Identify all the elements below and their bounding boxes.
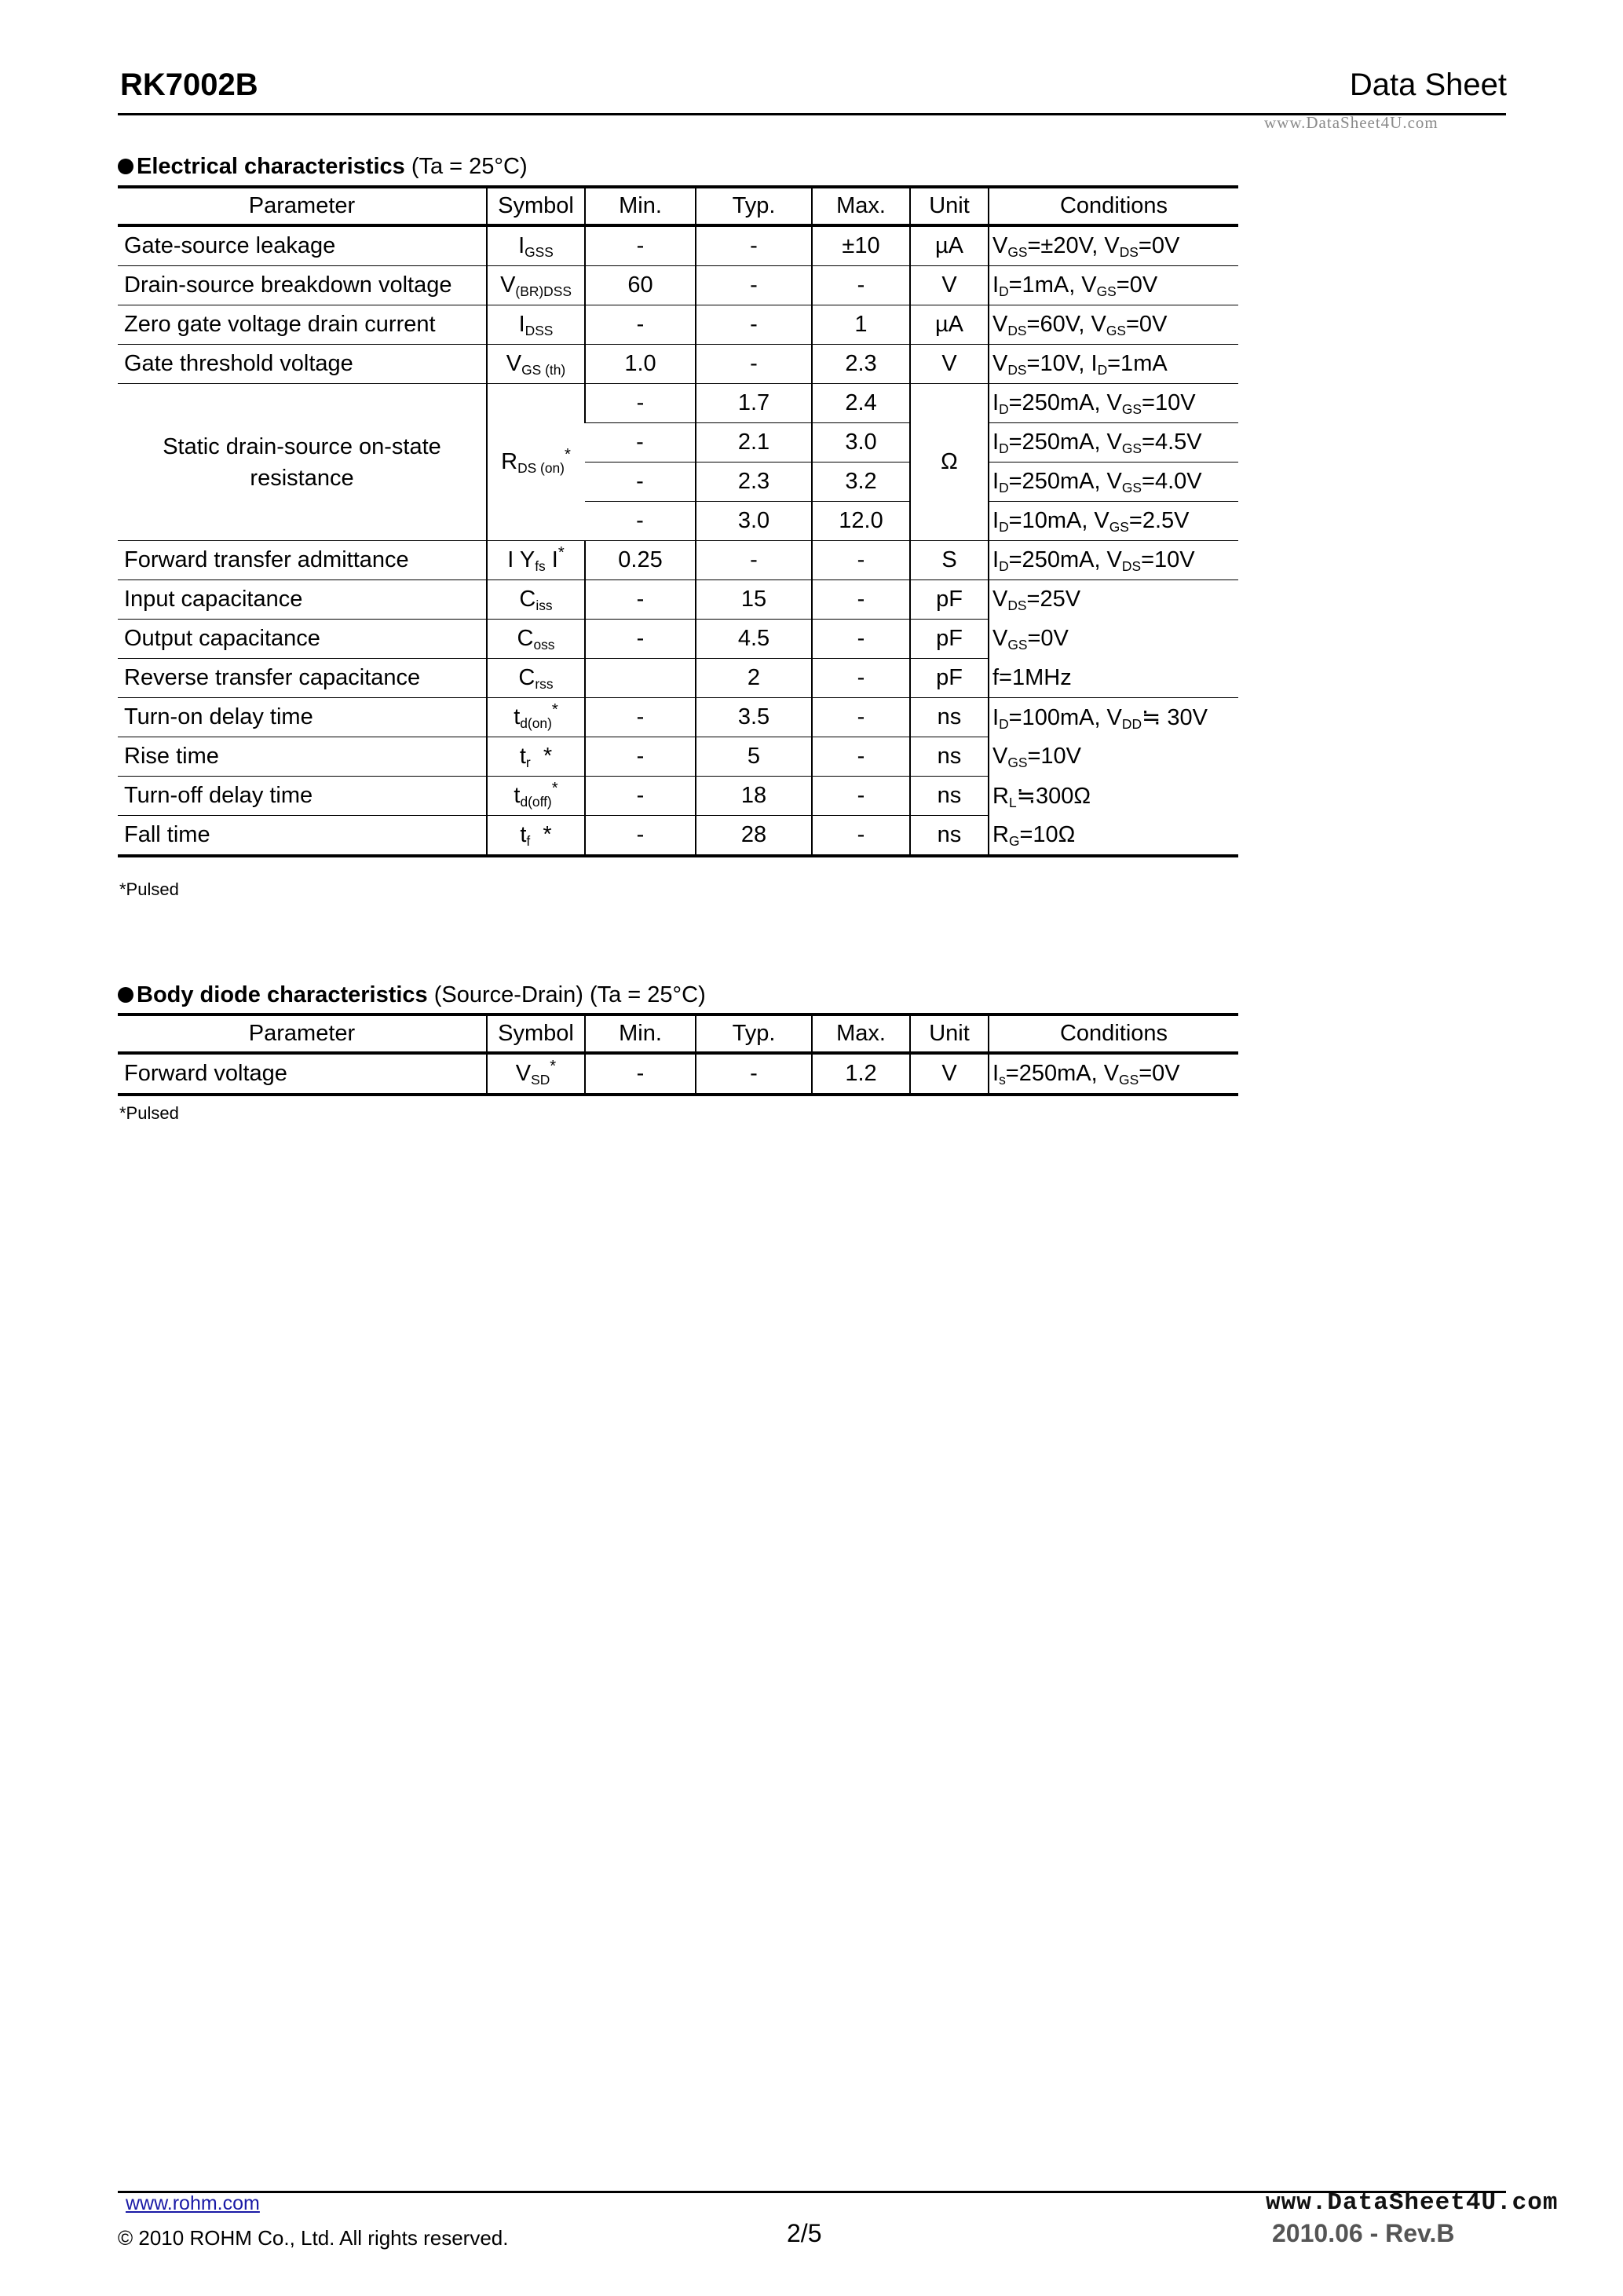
symbol-cell: $t_{d(on)}^*$ <box>487 698 585 737</box>
param-cell: Fall time <box>118 816 487 857</box>
symbol-cell: $V_{(BR)DSS}$ <box>487 266 585 305</box>
table-row <box>118 816 1238 857</box>
pulsed-note: *Pulsed <box>119 1103 179 1123</box>
bullet-icon <box>118 159 133 174</box>
typ-cell: - <box>696 225 812 266</box>
table-row <box>118 777 1238 816</box>
typ-cell: 18 <box>696 777 812 816</box>
unit-cell: µA <box>910 225 989 266</box>
table-row <box>118 305 1238 345</box>
part-number: RK7002B <box>120 68 258 102</box>
min-cell: - <box>585 1053 696 1095</box>
conditions-cell: $I_D=10mA$, $V_{GS}=2.5V$ <box>989 502 1238 541</box>
param-cell: Zero gate voltage drain current <box>118 305 487 345</box>
max-cell: - <box>812 580 910 620</box>
copyright: © 2010 ROHM Co., Ltd. All rights reserved. <box>118 2226 509 2250</box>
param-line: resistance <box>250 465 354 491</box>
typ-cell: 1.7 <box>696 384 812 423</box>
conditions-cell: $I_D=1mA$, $V_{GS}=0V$ <box>989 266 1238 305</box>
typ-cell: 2.3 <box>696 462 812 502</box>
typ-cell: 4.5 <box>696 620 812 659</box>
max-cell: - <box>812 698 910 737</box>
min-cell: 1.0 <box>585 345 696 384</box>
col-symbol: Symbol <box>487 1015 585 1053</box>
body-diode-title-bold: Body diode characteristics <box>137 982 428 1007</box>
col-min: Min. <box>585 1015 696 1053</box>
symbol-cell: $C_{oss}$ <box>487 620 585 659</box>
min-cell: - <box>585 777 696 816</box>
bullet-icon <box>118 987 133 1003</box>
max-cell: 2.3 <box>812 345 910 384</box>
typ-cell: 5 <box>696 737 812 777</box>
max-cell: 3.2 <box>812 462 910 502</box>
param-line: Static drain-source on-state <box>163 433 441 459</box>
doc-type-title: Data Sheet <box>1349 68 1507 102</box>
typ-cell: 2.1 <box>696 423 812 462</box>
table-header-row <box>118 187 1238 225</box>
col-parameter: Parameter <box>118 187 487 225</box>
conditions-cell: $V_{DS}=10V$, $I_D=1mA$ <box>989 345 1238 384</box>
body-diode-table <box>118 1013 1238 1096</box>
col-symbol: Symbol <box>487 187 585 225</box>
max-cell: - <box>812 266 910 305</box>
col-min: Min. <box>585 187 696 225</box>
unit-cell: V <box>910 266 989 305</box>
symbol-cell: $t_{d(off)}^*$ <box>487 777 585 816</box>
typ-cell: - <box>696 345 812 384</box>
table-row <box>118 345 1238 384</box>
conditions-cell: $I_D=250mA$, $V_{DS}=10V$ <box>989 541 1238 580</box>
symbol-cell: $I_{DSS}$ <box>487 305 585 345</box>
unit-cell: ns <box>910 816 989 857</box>
col-conditions: Conditions <box>989 1015 1238 1053</box>
conditions-cell: $V_{GS}=\pm 20V$, $V_{DS}=0V$ <box>989 225 1238 266</box>
typ-cell: - <box>696 305 812 345</box>
symbol-cell: $V_{GS (th)}$ <box>487 345 585 384</box>
min-cell: - <box>585 384 696 423</box>
typ-cell: 15 <box>696 580 812 620</box>
param-cell: Turn-on delay time <box>118 698 487 737</box>
max-cell: - <box>812 659 910 698</box>
symbol-cell: $t_f$ * <box>487 816 585 857</box>
typ-cell: 3.0 <box>696 502 812 541</box>
param-cell: Forward transfer admittance <box>118 541 487 580</box>
min-cell: 60 <box>585 266 696 305</box>
rohm-link[interactable]: www.rohm.com <box>126 2192 260 2214</box>
conditions-cell: $I_s=250mA$, $V_{GS}=0V$ <box>989 1053 1238 1095</box>
col-typ: Typ. <box>696 1015 812 1053</box>
max-cell: - <box>812 541 910 580</box>
typ-cell: - <box>696 541 812 580</box>
page-number: 2/5 <box>787 2219 822 2247</box>
conditions-cell: $V_{GS}=10V$ <box>989 737 1238 777</box>
param-cell: Output capacitance <box>118 620 487 659</box>
conditions-cell: $R_L≒300\Omega$ <box>989 777 1238 816</box>
conditions-cell: $I_D=100mA$, $V_{DD}≒$ 30V <box>989 698 1238 737</box>
max-cell: - <box>812 737 910 777</box>
param-cell <box>118 384 487 541</box>
typ-cell: - <box>696 1053 812 1095</box>
max-cell: - <box>812 620 910 659</box>
unit-cell: pF <box>910 620 989 659</box>
pulsed-note: *Pulsed <box>119 879 179 899</box>
param-cell: Forward voltage <box>118 1053 487 1095</box>
unit-cell: µA <box>910 305 989 345</box>
min-cell <box>585 659 696 698</box>
min-cell: 0.25 <box>585 541 696 580</box>
param-cell: Drain-source breakdown voltage <box>118 266 487 305</box>
min-cell: - <box>585 305 696 345</box>
typ-cell: 3.5 <box>696 698 812 737</box>
table-row <box>118 620 1238 659</box>
footer-watermark: www.DataSheet4U.com <box>1266 2189 1559 2217</box>
table-row <box>118 541 1238 580</box>
symbol-cell: $t_r$ * <box>487 737 585 777</box>
table-row <box>118 266 1238 305</box>
table-row <box>118 737 1238 777</box>
col-max: Max. <box>812 1015 910 1053</box>
unit-cell: pF <box>910 580 989 620</box>
table-row <box>118 659 1238 698</box>
table-row <box>118 225 1238 266</box>
table-row <box>118 1053 1238 1095</box>
col-conditions: Conditions <box>989 187 1238 225</box>
symbol-cell: $I_{GSS}$ <box>487 225 585 266</box>
header-watermark: www.DataSheet4U.com <box>1264 113 1438 132</box>
revision: 2010.06 - Rev.B <box>1272 2219 1455 2247</box>
conditions-cell: $V_{GS}=0V$ <box>989 620 1238 659</box>
col-unit: Unit <box>910 1015 989 1053</box>
table-row <box>118 698 1238 737</box>
electrical-section-title <box>118 154 528 180</box>
typ-cell: - <box>696 266 812 305</box>
conditions-cell: f=1MHz <box>989 659 1238 698</box>
min-cell: - <box>585 580 696 620</box>
max-cell: 12.0 <box>812 502 910 541</box>
min-cell: - <box>585 620 696 659</box>
col-max: Max. <box>812 187 910 225</box>
max-cell: - <box>812 816 910 857</box>
min-cell: - <box>585 502 696 541</box>
electrical-characteristics-table <box>118 185 1238 857</box>
max-cell: - <box>812 777 910 816</box>
unit-cell: S <box>910 541 989 580</box>
conditions-cell: $V_{DS}=25V$ <box>989 580 1238 620</box>
max-cell: 1 <box>812 305 910 345</box>
typ-cell: 28 <box>696 816 812 857</box>
electrical-title-rest: (Ta = 25°C) <box>404 154 528 179</box>
typ-cell: 2 <box>696 659 812 698</box>
conditions-cell: $I_D=250mA$, $V_{GS}=10V$ <box>989 384 1238 423</box>
param-cell: Gate threshold voltage <box>118 345 487 384</box>
param-cell: Gate-source leakage <box>118 225 487 266</box>
param-cell: Turn-off delay time <box>118 777 487 816</box>
param-cell: Reverse transfer capacitance <box>118 659 487 698</box>
max-cell: ±10 <box>812 225 910 266</box>
symbol-cell: $R_{DS (on)}^*$ <box>487 384 585 541</box>
min-cell: - <box>585 737 696 777</box>
min-cell: - <box>585 225 696 266</box>
min-cell: - <box>585 462 696 502</box>
conditions-cell: $R_G=10\Omega$ <box>989 816 1238 857</box>
min-cell: - <box>585 698 696 737</box>
min-cell: - <box>585 816 696 857</box>
max-cell: 2.4 <box>812 384 910 423</box>
unit-cell: ns <box>910 777 989 816</box>
param-cell: Input capacitance <box>118 580 487 620</box>
unit-cell: pF <box>910 659 989 698</box>
unit-cell: V <box>910 345 989 384</box>
table-row <box>118 384 1238 423</box>
electrical-title-bold: Electrical characteristics <box>137 154 405 179</box>
symbol-cell: I $Y_{fs}$ I* <box>487 541 585 580</box>
param-cell: Rise time <box>118 737 487 777</box>
symbol-cell: $C_{iss}$ <box>487 580 585 620</box>
symbol-cell: $C_{rss}$ <box>487 659 585 698</box>
symbol-cell: $V_{SD}^*$ <box>487 1053 585 1095</box>
col-unit: Unit <box>910 187 989 225</box>
table-header-row <box>118 1015 1238 1053</box>
col-parameter: Parameter <box>118 1015 487 1053</box>
min-cell: - <box>585 423 696 462</box>
conditions-cell: $I_D=250mA$, $V_{GS}=4.0V$ <box>989 462 1238 502</box>
col-typ: Typ. <box>696 187 812 225</box>
unit-cell: ns <box>910 737 989 777</box>
max-cell: 1.2 <box>812 1053 910 1095</box>
unit-cell: Ω <box>910 384 989 541</box>
body-diode-section-title <box>118 982 706 1008</box>
unit-cell: ns <box>910 698 989 737</box>
body-diode-title-rest: (Source-Drain) (Ta = 25°C) <box>427 982 706 1007</box>
max-cell: 3.0 <box>812 423 910 462</box>
table-row <box>118 580 1238 620</box>
conditions-cell: $V_{DS}=60V$, $V_{GS}=0V$ <box>989 305 1238 345</box>
unit-cell: V <box>910 1053 989 1095</box>
conditions-cell: $I_D=250mA$, $V_{GS}=4.5V$ <box>989 423 1238 462</box>
